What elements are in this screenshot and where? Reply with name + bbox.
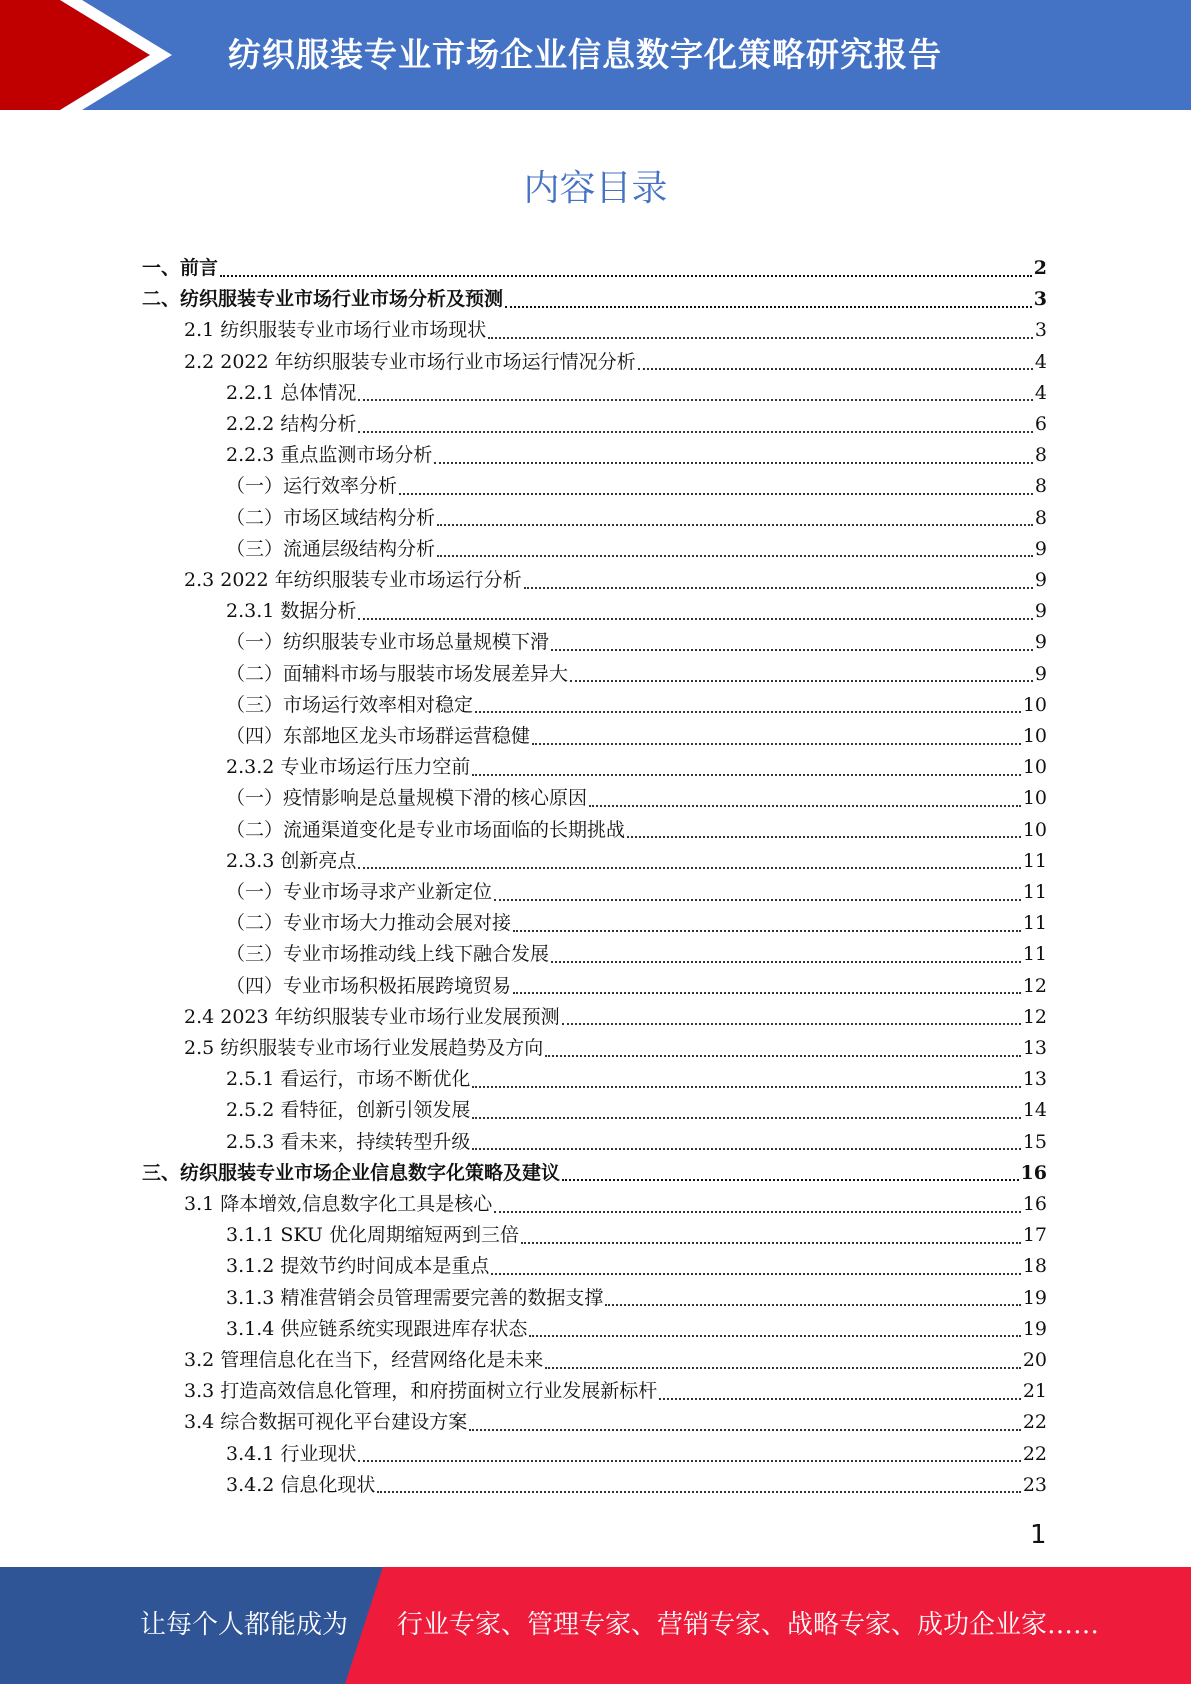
toc-entry-page: 9 <box>1034 631 1047 654</box>
toc-entry[interactable] <box>226 503 1047 534</box>
toc-entry[interactable] <box>184 1033 1047 1064</box>
toc-entry-page: 11 <box>1022 912 1047 935</box>
toc-entry-label: 2.3.2 专业市场运行压力空前 <box>226 756 471 779</box>
toc-leader-dots <box>494 899 1021 901</box>
toc-leader-dots <box>399 493 1033 495</box>
toc-entry[interactable] <box>226 1439 1047 1470</box>
toc-entry[interactable] <box>226 1283 1047 1314</box>
toc-entry[interactable] <box>142 1158 1047 1189</box>
toc-entry[interactable] <box>226 1251 1047 1282</box>
toc-leader-dots <box>505 306 1032 308</box>
toc-entry[interactable] <box>226 1064 1047 1095</box>
toc-entry[interactable] <box>226 534 1047 565</box>
toc-entry[interactable] <box>226 939 1047 970</box>
toc-entry-label: （三）专业市场推动线上线下融合发展 <box>226 943 550 966</box>
toc-entry-label: 2.5.3 看未来，持续转型升级 <box>226 1130 471 1153</box>
toc-leader-dots <box>434 462 1033 464</box>
toc-entry-label: （二）面辅料市场与服装市场发展差异大 <box>226 662 569 685</box>
toc-leader-dots <box>524 587 1033 589</box>
toc-entry-label: 2.1 纺织服装专业市场行业市场现状 <box>184 319 487 342</box>
toc-entry-page: 11 <box>1022 881 1047 903</box>
page-footer <box>0 1567 1191 1684</box>
toc-leader-dots <box>570 680 1033 682</box>
toc-entry-label: （一）运行效率分析 <box>226 475 398 498</box>
toc-entry[interactable] <box>184 1002 1047 1033</box>
toc-entry-label: （一）纺织服装专业市场总量规模下滑 <box>226 631 550 654</box>
toc-entry-page: 23 <box>1022 1473 1047 1496</box>
toc-leader-dots <box>488 337 1033 339</box>
toc-leader-dots <box>551 961 1021 963</box>
toc-entry-page: 8 <box>1034 475 1047 498</box>
page-header <box>0 0 1191 110</box>
toc-entry[interactable] <box>184 1189 1047 1220</box>
footer-slogan-right: 行业专家、管理专家、营销专家、战略专家、成功企业家…… <box>397 1610 1100 1640</box>
toc-entry-page: 6 <box>1034 413 1047 435</box>
toc-entry-label: 2.2 2022 年纺织服装专业市场行业市场运行情况分析 <box>184 350 636 373</box>
toc-entry[interactable] <box>226 721 1047 752</box>
toc-leader-dots <box>638 368 1033 370</box>
toc-entry[interactable] <box>226 596 1047 627</box>
toc-entry[interactable] <box>226 440 1047 471</box>
toc-entry-label: （二）专业市场大力推动会展对接 <box>226 912 512 935</box>
toc-entry-page: 10 <box>1022 693 1047 716</box>
toc-entry-label: 3.4 综合数据可视化平台建设方案 <box>184 1411 468 1434</box>
toc-entry[interactable] <box>226 1095 1047 1126</box>
toc-entry-page: 13 <box>1022 1037 1047 1059</box>
toc-entry-page: 20 <box>1022 1349 1047 1371</box>
toc-entry-page: 4 <box>1034 350 1047 373</box>
toc-entry-page: 8 <box>1034 444 1047 467</box>
toc-entry-page: 18 <box>1022 1255 1047 1278</box>
toc-entry[interactable] <box>226 908 1047 939</box>
toc-entry[interactable] <box>226 690 1047 721</box>
toc-entry[interactable] <box>226 627 1047 658</box>
toc-leader-dots <box>659 1398 1021 1400</box>
toc-entry[interactable] <box>226 409 1047 440</box>
toc-entry[interactable] <box>226 1470 1047 1501</box>
toc-leader-dots <box>545 1055 1021 1057</box>
toc-leader-dots <box>513 992 1021 994</box>
toc-entry[interactable] <box>184 565 1047 596</box>
toc-leader-dots <box>562 1179 1019 1181</box>
toc-leader-dots <box>529 1335 1020 1337</box>
toc-entry-label: 2.3 2022 年纺织服装专业市场运行分析 <box>184 569 522 591</box>
toc-entry-page: 15 <box>1022 1130 1047 1153</box>
toc-leader-dots <box>358 431 1033 433</box>
toc-entry-page: 9 <box>1034 600 1047 623</box>
toc-leader-dots <box>532 743 1021 745</box>
toc-leader-dots <box>475 711 1021 713</box>
toc-entry-page: 12 <box>1022 1005 1047 1028</box>
toc-entry[interactable] <box>226 846 1047 877</box>
toc-entry-page: 19 <box>1022 1286 1047 1309</box>
toc-entry-page: 9 <box>1034 662 1047 685</box>
toc-leader-dots <box>358 399 1033 401</box>
toc-entry[interactable] <box>226 378 1047 409</box>
toc-entry-page: 2 <box>1033 257 1047 279</box>
toc-leader-dots <box>220 275 1032 277</box>
toc-entry[interactable] <box>184 347 1047 378</box>
toc-entry-page: 22 <box>1022 1442 1047 1465</box>
toc-leader-dots <box>469 1429 1021 1431</box>
toc-leader-dots <box>472 774 1020 776</box>
toc-entry-page: 9 <box>1034 569 1047 591</box>
toc-entry-label: 2.5 纺织服装专业市场行业发展趋势及方向 <box>184 1037 544 1059</box>
toc-entry-page: 8 <box>1034 506 1047 529</box>
toc-leader-dots <box>521 1242 1021 1244</box>
toc-entry-label: 3.4.2 信息化现状 <box>226 1473 376 1496</box>
toc-entry-label: （一）疫情影响是总量规模下滑的核心原因 <box>226 787 588 810</box>
toc-entry-page: 3 <box>1034 319 1047 342</box>
toc-entry-label: 2.2.2 结构分析 <box>226 413 357 435</box>
toc-entry-label: 2.2.3 重点监测市场分析 <box>226 444 433 467</box>
toc-leader-dots <box>562 1023 1021 1025</box>
toc-entry-page: 12 <box>1022 974 1047 997</box>
toc-entry-page: 21 <box>1022 1380 1047 1403</box>
toc-entry[interactable] <box>226 1220 1047 1251</box>
toc-entry-label: 二、纺织服装专业市场行业市场分析及预测 <box>142 288 504 311</box>
toc-entry[interactable] <box>142 253 1047 284</box>
toc-entry[interactable] <box>226 659 1047 690</box>
toc-entry-label: 3.1.1 SKU 优化周期缩短两到三倍 <box>226 1224 519 1247</box>
toc-entry-label: 2.5.2 看特征，创新引领发展 <box>226 1099 471 1122</box>
toc-entry-label: （三）流通层级结构分析 <box>226 537 436 560</box>
toc-entry-page: 4 <box>1034 381 1047 404</box>
toc-entry-page: 16 <box>1020 1161 1047 1184</box>
toc-entry-page: 22 <box>1022 1411 1047 1434</box>
toc-leader-dots <box>472 1117 1020 1119</box>
toc-entry[interactable] <box>184 1345 1047 1376</box>
toc-entry-label: 3.2 管理信息化在当下，经营网络化是未来 <box>184 1349 544 1371</box>
toc-leader-dots <box>358 618 1033 620</box>
toc-entry-page: 10 <box>1022 756 1047 779</box>
toc-entry-label: 2.3.3 创新亮点 <box>226 849 357 872</box>
toc-leader-dots <box>589 805 1021 807</box>
toc-entry[interactable] <box>142 284 1047 315</box>
toc-entry-label: 2.2.1 总体情况 <box>226 381 357 404</box>
toc-entry-label: 2.3.1 数据分析 <box>226 600 357 623</box>
toc-leader-dots <box>545 1367 1021 1369</box>
toc-entry-page: 10 <box>1022 818 1047 841</box>
toc-entry-label: （三）市场运行效率相对稳定 <box>226 693 474 716</box>
toc-entry-label: 2.5.1 看运行，市场不断优化 <box>226 1068 471 1091</box>
toc-leader-dots <box>437 524 1033 526</box>
toc-leader-dots <box>551 649 1033 651</box>
toc-entry[interactable] <box>184 315 1047 346</box>
toc-leader-dots <box>358 867 1020 869</box>
page-number: 1 <box>1030 1520 1047 1550</box>
report-title: 纺织服装专业市场企业信息数字化策略研究报告 <box>228 35 942 74</box>
toc-leader-dots <box>494 1211 1021 1213</box>
toc-entry-page: 3 <box>1033 288 1047 311</box>
toc-leader-dots <box>627 836 1021 838</box>
toc-entry[interactable] <box>184 1407 1047 1438</box>
toc-leader-dots <box>605 1304 1020 1306</box>
toc-title: 内容目录 <box>523 168 668 209</box>
toc-leader-dots <box>437 555 1033 557</box>
toc-entry-label: （四）东部地区龙头市场群运营稳健 <box>226 725 531 747</box>
toc-entry[interactable] <box>226 877 1047 908</box>
toc-entry-label: 3.1.4 供应链系统实现跟进库存状态 <box>226 1317 528 1340</box>
toc-leader-dots <box>472 1148 1020 1150</box>
toc-entry-label: 一、前言 <box>142 257 219 279</box>
toc-entry-page: 10 <box>1022 787 1047 810</box>
toc-entry-page: 10 <box>1022 725 1047 747</box>
toc-leader-dots <box>358 1460 1020 1462</box>
toc-entry-label: （二）市场区域结构分析 <box>226 506 436 529</box>
toc-entry-label: 三、纺织服装专业市场企业信息数字化策略及建议 <box>142 1161 561 1184</box>
toc-entry[interactable] <box>226 1127 1047 1158</box>
toc-entry[interactable] <box>226 971 1047 1002</box>
toc-leader-dots <box>513 930 1021 932</box>
toc-entry-page: 13 <box>1022 1068 1047 1091</box>
toc-entry-label: 2.4 2023 年纺织服装专业市场行业发展预测 <box>184 1005 560 1028</box>
toc-entry[interactable] <box>226 815 1047 846</box>
toc-entry[interactable] <box>226 783 1047 814</box>
toc-entry-label: （四）专业市场积极拓展跨境贸易 <box>226 974 512 997</box>
toc-entry-label: （二）流通渠道变化是专业市场面临的长期挑战 <box>226 818 626 841</box>
toc-entry[interactable] <box>184 1376 1047 1407</box>
toc-entry-label: 3.1.3 精准营销会员管理需要完善的数据支撑 <box>226 1286 604 1309</box>
toc-entry[interactable] <box>226 752 1047 783</box>
toc-entry-label: （一）专业市场寻求产业新定位 <box>226 881 493 903</box>
toc-entry-page: 17 <box>1022 1224 1047 1247</box>
toc-entry-page: 11 <box>1022 849 1047 872</box>
toc-entry[interactable] <box>226 1314 1047 1345</box>
toc-entry-page: 14 <box>1022 1099 1047 1122</box>
toc-entry-label: 3.3 打造高效信息化管理，和府捞面树立行业发展新标杆 <box>184 1380 658 1403</box>
toc-entry-page: 19 <box>1022 1317 1047 1340</box>
toc-entry-label: 3.1.2 提效节约时间成本是重点 <box>226 1255 490 1278</box>
toc-entry-page: 9 <box>1034 537 1047 560</box>
toc-entry-page: 11 <box>1022 943 1047 966</box>
toc-leader-dots <box>377 1491 1020 1493</box>
toc-leader-dots <box>472 1086 1020 1088</box>
toc-entry-page: 16 <box>1022 1193 1047 1215</box>
toc-entry-label: 3.4.1 行业现状 <box>226 1442 357 1465</box>
toc-leader-dots <box>491 1273 1020 1275</box>
toc-entry-label: 3.1 降本增效,信息数字化工具是核心 <box>184 1193 493 1215</box>
toc-entry[interactable] <box>226 471 1047 502</box>
footer-slogan-left: 让每个人都能成为 <box>140 1610 349 1640</box>
